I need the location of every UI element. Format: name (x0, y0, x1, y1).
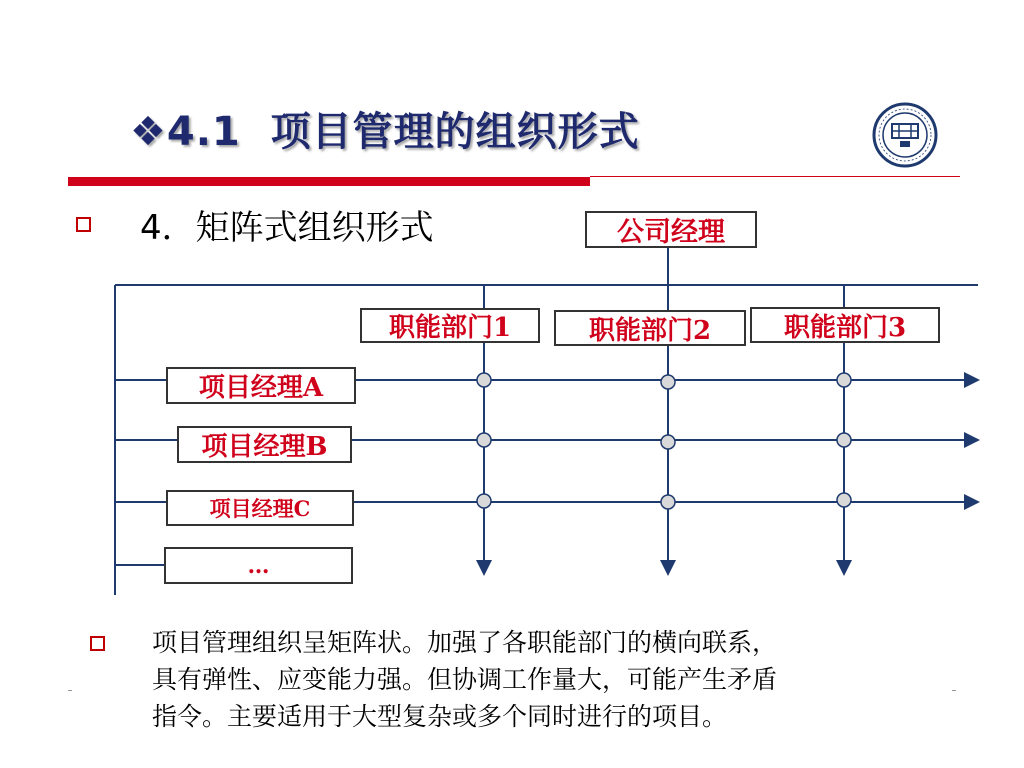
project-manager-box-c: 项目经理C (166, 490, 354, 526)
title-mark: ❖ (130, 109, 167, 155)
intersection-node (837, 433, 851, 447)
intersection-node (837, 373, 851, 387)
section-text: 矩阵式组织形式 (195, 208, 434, 248)
intersection-node (837, 493, 851, 507)
intersection-node (477, 433, 491, 447)
project-manager-box-b: 项目经理B (177, 426, 352, 463)
section-number: 4． (140, 208, 196, 248)
project-manager-box-a: 项目经理A (166, 367, 356, 404)
intersection-node (661, 495, 675, 509)
department-box-2: 职能部门2 (554, 310, 746, 346)
department-box-1: 职能部门1 (360, 308, 540, 343)
square-bullet-icon (90, 636, 105, 651)
intersection-node (661, 375, 675, 389)
slide-divider-mark (952, 690, 956, 691)
title-text: 项目管理的组织形式 (270, 109, 640, 155)
description-paragraph (152, 624, 952, 735)
intersection-node (661, 435, 675, 449)
intersection-node (477, 494, 491, 508)
slide-divider-mark (68, 690, 72, 691)
description-line-2: 具有弹性、应变能力强。但协调工作量大，可能产生矛盾 (152, 665, 778, 694)
description-line-3: 指令。主要适用于大型复杂或多个同时进行的项目。 (152, 702, 728, 731)
company-manager-box: 公司经理 (585, 211, 757, 248)
description-line-1: 项目管理组织呈矩阵状。加强了各职能部门的横向联系， (152, 628, 778, 657)
department-box-3: 职能部门3 (750, 307, 940, 343)
intersection-node (477, 373, 491, 387)
title-number: 4.1 (166, 109, 241, 155)
project-manager-box-more: … (164, 547, 353, 584)
